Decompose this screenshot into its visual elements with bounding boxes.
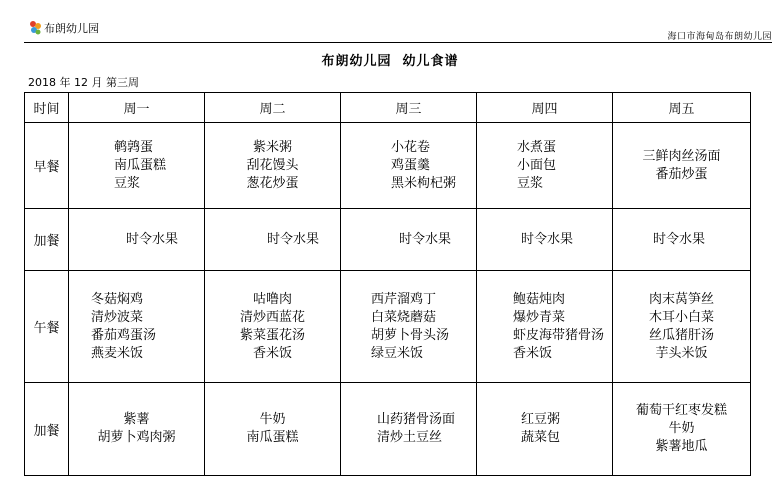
dish-item: 咕噜肉	[252, 291, 292, 307]
dish-item: 三鲜肉丝汤面	[642, 148, 721, 164]
column-header-wednesday: 周三	[341, 93, 477, 123]
menu-cell	[477, 123, 613, 209]
dish-item: 紫菜蛋花汤	[239, 327, 305, 343]
menu-cell	[613, 123, 751, 209]
dish-list	[205, 231, 340, 249]
school-logo	[28, 20, 99, 36]
week-label: 2018 年 12 月 第三周	[28, 76, 139, 89]
dish-list	[477, 411, 612, 447]
logo-mark-icon	[28, 20, 42, 36]
dish-item: 豆浆	[114, 175, 141, 191]
menu-cell	[341, 271, 477, 383]
dish-list	[477, 139, 612, 193]
dish-item: 牛奶	[668, 421, 695, 436]
dish-list	[341, 411, 476, 447]
dish-item: 虾皮海带猪骨汤	[513, 327, 605, 343]
dish-item: 时令水果	[267, 231, 320, 247]
dish-item: 山药猪骨汤面	[377, 412, 456, 427]
meal-label: 午餐	[25, 271, 69, 383]
dish-item: 南瓜蛋糕	[246, 430, 299, 445]
dish-list	[613, 231, 750, 249]
menu-cell	[341, 123, 477, 209]
dish-item: 燕麦米饭	[91, 345, 144, 361]
column-header-thursday: 周四	[477, 93, 613, 123]
dish-item: 紫薯地瓜	[655, 439, 708, 454]
dish-item: 刮花馒头	[246, 157, 299, 173]
menu-cell	[341, 383, 477, 476]
menu-cell	[477, 271, 613, 383]
menu-cell	[69, 271, 205, 383]
dish-item: 时令水果	[126, 231, 179, 247]
meal-label: 加餐	[25, 383, 69, 476]
menu-table	[24, 92, 751, 476]
meal-label: 加餐	[25, 209, 69, 271]
dish-item: 红豆粥	[521, 412, 561, 427]
menu-cell	[69, 123, 205, 209]
menu-cell	[205, 383, 341, 476]
dish-item: 清炒土豆丝	[377, 430, 443, 445]
dish-list	[69, 231, 204, 249]
dish-item: 绿豆米饭	[371, 345, 424, 361]
dish-item: 白菜烧蘑菇	[371, 309, 437, 325]
dish-item: 胡萝卜骨头汤	[371, 327, 450, 343]
dish-item: 鲍菇炖肉	[513, 291, 566, 307]
dish-list	[341, 291, 476, 363]
header-divider	[24, 42, 772, 43]
dish-list	[205, 411, 340, 447]
dish-item: 木耳小白菜	[648, 309, 714, 325]
meal-label: 早餐	[25, 123, 69, 209]
dish-list	[613, 148, 750, 184]
dish-item: 番茄炒蛋	[655, 166, 708, 182]
dish-list	[69, 291, 204, 363]
menu-cell	[613, 271, 751, 383]
dish-item: 清炒西蓝花	[239, 309, 305, 325]
dish-item: 时令水果	[521, 231, 574, 247]
dish-item: 肉末莴笋丝	[648, 291, 714, 307]
menu-cell	[477, 383, 613, 476]
dish-item: 冬菇焖鸡	[91, 291, 144, 307]
column-header-friday: 周五	[613, 93, 751, 123]
page-title: 布朗幼儿园 幼儿食谱	[321, 54, 459, 69]
dish-item: 爆炒青菜	[513, 309, 566, 325]
menu-cell	[69, 209, 205, 271]
menu-cell	[69, 383, 205, 476]
dish-list	[477, 231, 612, 249]
dish-item: 蔬菜包	[521, 430, 561, 445]
menu-cell	[205, 271, 341, 383]
menu-cell	[205, 123, 341, 209]
dish-item: 芋头米饭	[655, 345, 708, 361]
dish-list	[341, 231, 476, 249]
table-row	[25, 383, 751, 476]
dish-item: 时令水果	[399, 231, 452, 247]
menu-cell	[477, 209, 613, 271]
dish-item: 牛奶	[259, 412, 286, 427]
column-header-tuesday: 周二	[205, 93, 341, 123]
menu-cell	[341, 209, 477, 271]
school-name: 海口市海甸岛布朗幼儿园	[667, 32, 772, 42]
dish-item: 时令水果	[653, 231, 706, 247]
dish-item: 豆浆	[517, 175, 544, 191]
dish-list	[205, 139, 340, 193]
column-header-time: 时间	[25, 93, 69, 123]
dish-list	[205, 291, 340, 363]
dish-item: 鹌鹑蛋	[114, 139, 154, 155]
dish-list	[613, 402, 750, 456]
dish-list	[69, 411, 204, 447]
dish-list	[69, 139, 204, 193]
menu-cell	[205, 209, 341, 271]
dish-item: 丝瓜猪肝汤	[648, 327, 714, 343]
table-row	[25, 271, 751, 383]
dish-item: 清炒波菜	[91, 309, 144, 325]
menu-cell	[613, 383, 751, 476]
logo-text: 布朗幼儿园	[44, 21, 99, 35]
table-header-row	[25, 93, 751, 123]
menu-cell	[613, 209, 751, 271]
dish-item: 黑米枸杞粥	[391, 175, 457, 191]
dish-item: 紫米粥	[252, 139, 292, 155]
dish-item: 葱花炒蛋	[246, 175, 299, 191]
dish-list	[341, 139, 476, 193]
dish-item: 南瓜蛋糕	[114, 157, 167, 173]
dish-item: 鸡蛋羹	[391, 157, 431, 173]
dish-item: 胡萝卜鸡肉粥	[97, 430, 176, 445]
dish-item: 水煮蛋	[517, 139, 557, 155]
dish-list	[613, 291, 750, 363]
dish-item: 香米饭	[513, 345, 553, 361]
dish-item: 香米饭	[252, 345, 292, 361]
dish-item: 小花卷	[391, 139, 431, 155]
dish-list	[477, 291, 612, 363]
dish-item: 小面包	[517, 157, 557, 173]
dish-item: 紫薯	[123, 412, 150, 427]
dish-item: 葡萄干红枣发糕	[635, 403, 727, 418]
table-row	[25, 123, 751, 209]
table-row	[25, 209, 751, 271]
dish-item: 番茄鸡蛋汤	[91, 327, 157, 343]
dish-item: 西芹溜鸡丁	[371, 291, 437, 307]
column-header-monday: 周一	[69, 93, 205, 123]
